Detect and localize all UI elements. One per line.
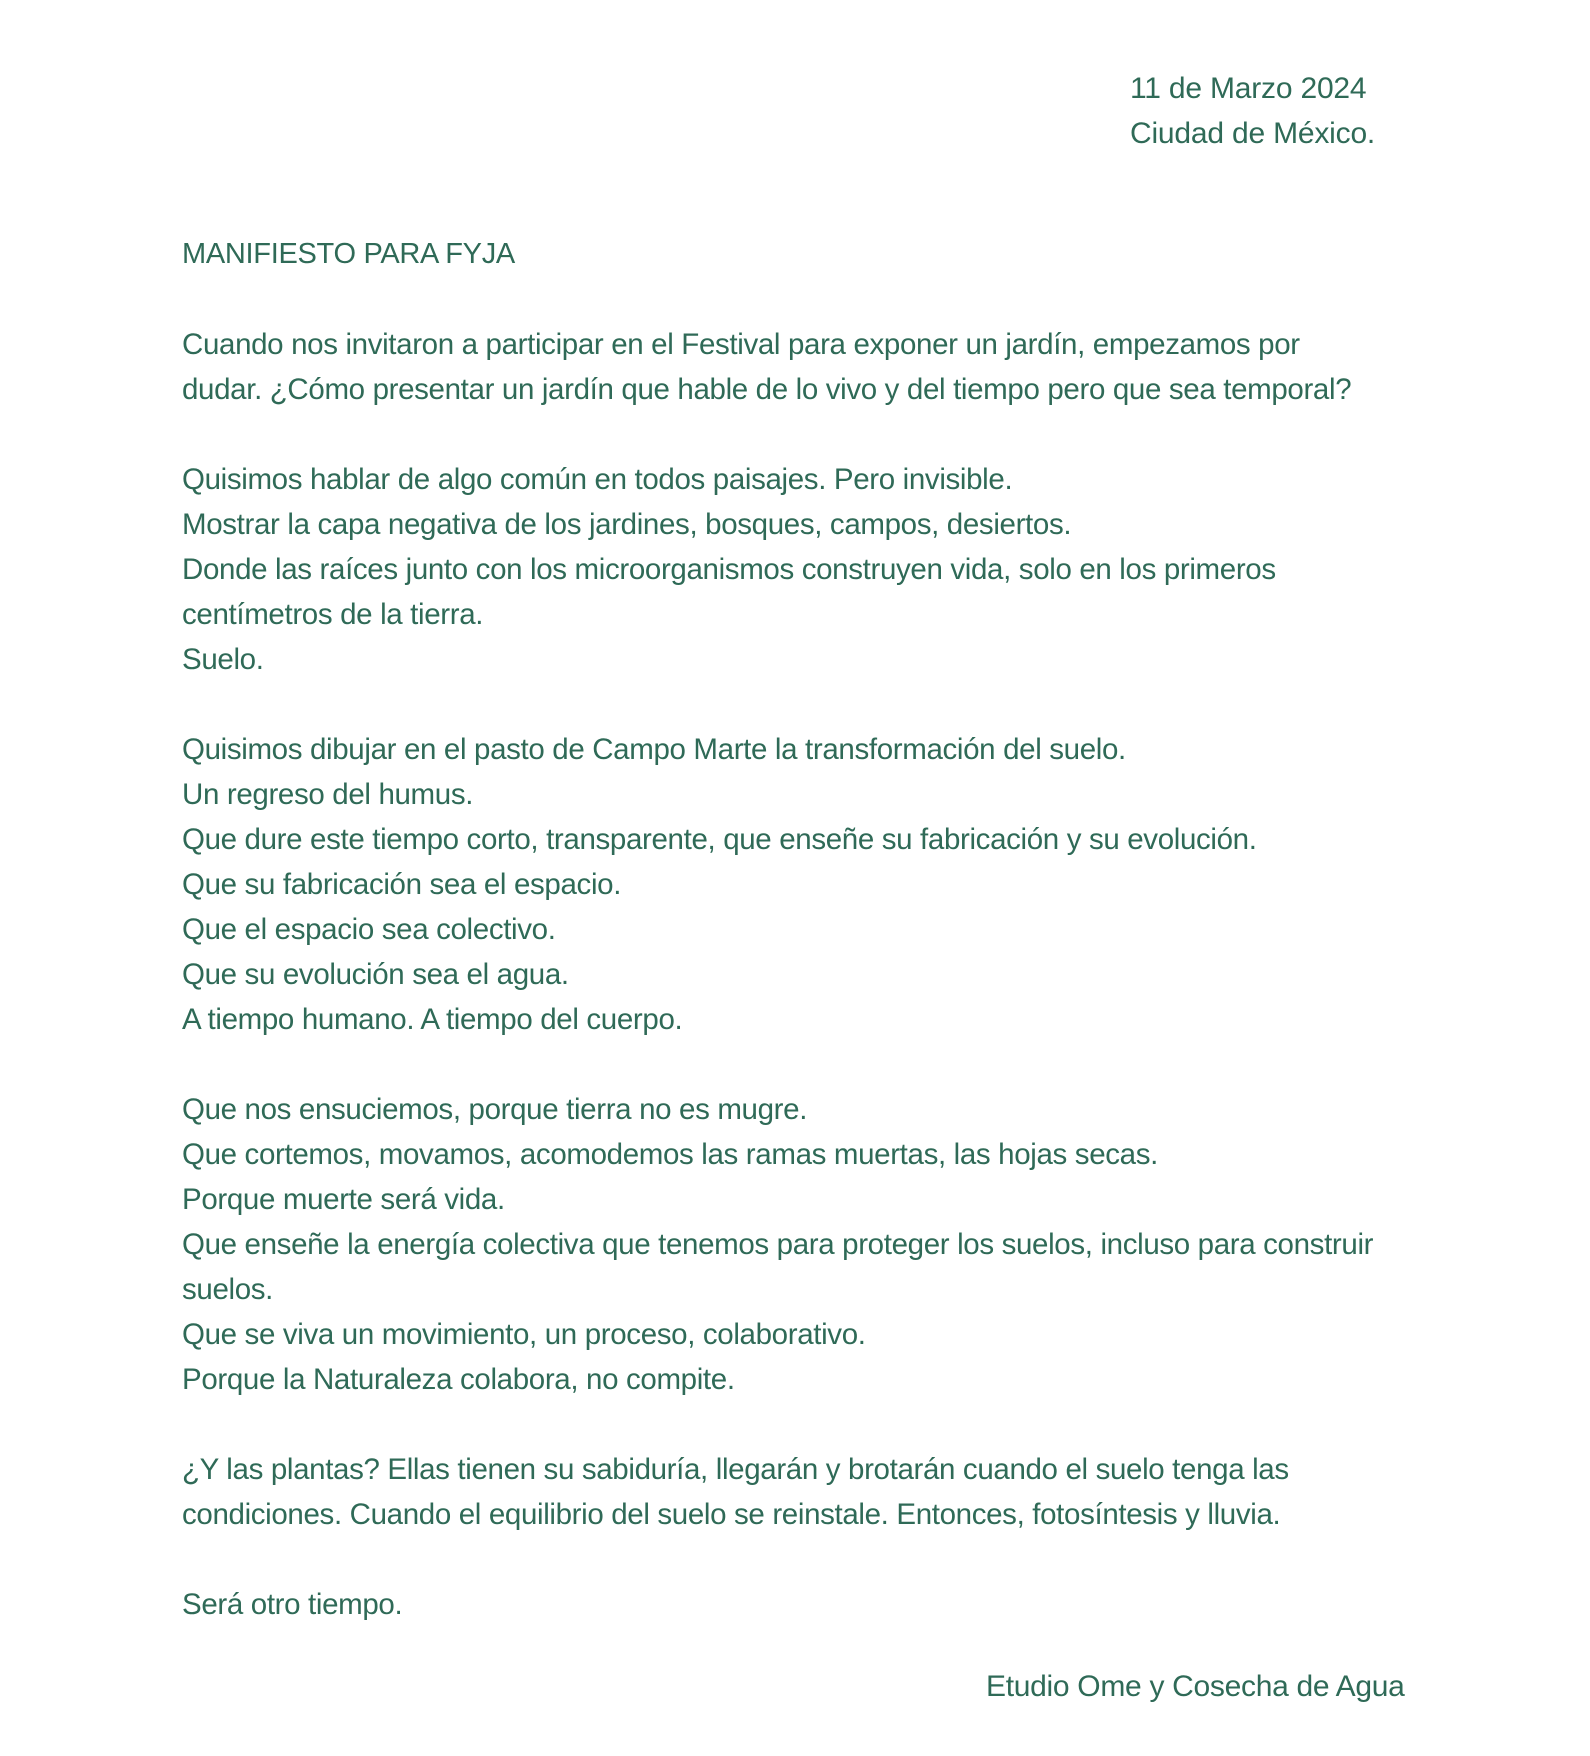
paragraph: [182, 727, 1482, 1042]
signature: Etudio Ome y Cosecha de Agua: [986, 1670, 1405, 1703]
paragraph-line: Que dure este tiempo corto, transparente, que enseñe su fabricación y su evolución.: [182, 823, 1257, 856]
paragraph-line: Quisimos dibujar en el pasto de Campo Marte la transformación del suelo.: [182, 733, 1126, 766]
paragraph-line: Mostrar la capa negativa de los jardines, bosques, campos, desiertos.: [182, 508, 1072, 541]
paragraph-line: Porque la Naturaleza colabora, no compite.: [182, 1363, 735, 1396]
paragraph-line: A tiempo humano. A tiempo del cuerpo.: [182, 1003, 683, 1036]
paragraph-line: Suelo.: [182, 643, 264, 676]
paragraph-line: Cuando nos invitaron a participar en el Festival para exponer un jardín, empezamos por: [182, 328, 1300, 361]
paragraph: [182, 457, 1482, 682]
paragraph-line: Quisimos hablar de algo común en todos paisajes. Pero invisible.: [182, 463, 1013, 496]
paragraph-line: Que enseñe la energía colectiva que tenemos para proteger los suelos, incluso para construir: [182, 1228, 1374, 1261]
paragraph-line: Que su evolución sea el agua.: [182, 958, 569, 991]
paragraph-line: centímetros de la tierra.: [182, 598, 484, 631]
paragraph: [182, 1087, 1482, 1402]
letter-header: [1130, 66, 1375, 156]
paragraph-line: condiciones. Cuando el equilibrio del suelo se reinstale. Entonces, fotosíntesis y lluvia.: [182, 1498, 1281, 1531]
paragraph-line: Que su fabricación sea el espacio.: [182, 868, 622, 901]
paragraph-line: Que el espacio sea colectivo.: [182, 913, 556, 946]
paragraph: [182, 1447, 1482, 1537]
paragraph-line: ¿Y las plantas? Ellas tienen su sabiduría, llegarán y brotarán cuando el suelo tenga las: [182, 1453, 1289, 1486]
paragraph: [182, 1582, 1482, 1627]
paragraph-line: Que nos ensuciemos, porque tierra no es mugre.: [182, 1093, 808, 1126]
manifesto-body: [182, 322, 1482, 1672]
paragraph: [182, 322, 1482, 412]
paragraph-line: Será otro tiempo.: [182, 1588, 403, 1621]
letter-place: Ciudad de México.: [1130, 117, 1376, 150]
paragraph-line: dudar. ¿Cómo presentar un jardín que hable de lo vivo y del tiempo pero que sea temporal?: [182, 373, 1352, 406]
paragraph-line: Que se viva un movimiento, un proceso, colaborativo.: [182, 1318, 866, 1351]
letter-date: 11 de Marzo 2024: [1130, 72, 1367, 105]
paragraph-line: Que cortemos, movamos, acomodemos las ramas muertas, las hojas secas.: [182, 1138, 1158, 1171]
paragraph-line: Porque muerte será vida.: [182, 1183, 505, 1216]
paragraph-line: Donde las raíces junto con los microorganismos construyen vida, solo en los primeros: [182, 553, 1276, 586]
manifesto-title: MANIFIESTO PARA FYJA: [182, 238, 515, 270]
paragraph-line: Un regreso del humus.: [182, 778, 474, 811]
paragraph-line: suelos.: [182, 1273, 274, 1306]
